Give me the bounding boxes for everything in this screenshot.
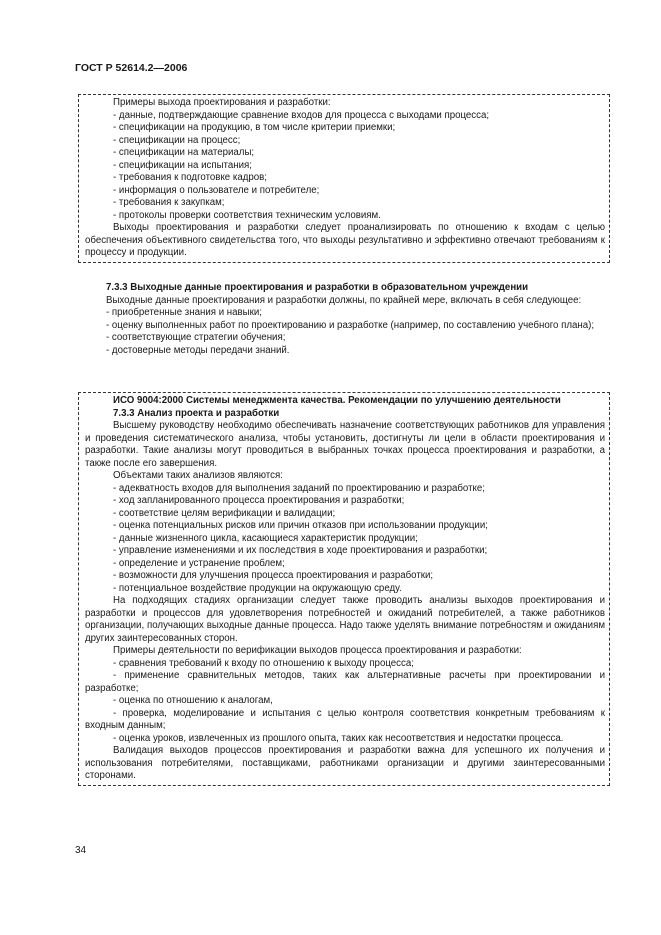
- section-item: - приобретенные знания и навыки;: [106, 307, 262, 318]
- box2-item: - управление изменениями и их последствия в ходе проектирования и разработки;: [113, 545, 488, 556]
- document-header: ГОСТ Р 52614.2—2006: [75, 62, 188, 74]
- box1-item: - спецификации на процесс;: [113, 134, 241, 146]
- box2-lead: Объектами таких анализов являются:: [113, 470, 283, 481]
- section-item: - соответствующие стратегии обучения;: [106, 332, 286, 343]
- box1-item: - данные, подтверждающие сравнение входов для процесса с выходами процесса;: [113, 109, 490, 121]
- box2-paragraph: На подходящих стадиях организации следует также проводить анализы выходов проектирования и разработки и процессов для удовлетворения потребностей и ожиданий потребителей, а также работников организации, получающих выходные данные процесса. Надо также уделять внимание потребностям и ожиданиям других заинтересованных сторон.: [85, 595, 605, 644]
- section-item: - достоверные методы передачи знаний.: [106, 344, 290, 356]
- box2-paragraph: Высшему руководству необходимо обеспечивать назначение соответствующих работников для управления и проведения систематического анализа, чтобы установить, достигнуты ли цели в области проектирования и разработки. Такие анализы могут проводиться в выбранных точках процесса проектирования и разработки, а также после его завершения.: [85, 420, 605, 469]
- box1-item: - протоколы проверки соответствия техническим условиям.: [113, 209, 381, 221]
- box1-item: - спецификации на испытания;: [113, 159, 252, 171]
- box1-paragraph: Выходы проектирования и разработки следует проанализировать по отношению к входам с целью обеспечения объективного свидетельства того, что выходы результативно и эффективно отвечают требованиям к процессу и продукции.: [85, 222, 605, 258]
- box2-item: - данные жизненного цикла, касающиеся характеристик продукции;: [113, 532, 418, 544]
- box2-verification-item: - оценка уроков, извлеченных из прошлого опыта, таких как несоответствия и недостатки процесса.: [113, 732, 564, 744]
- box2-subheading: 7.3.3 Анализ проекта и разработки: [113, 407, 280, 419]
- section-lead: Выходные данные проектирования и разработки должны, по крайней мере, включать в себя следующее:: [106, 294, 582, 306]
- box2-verification-item: - проверка, моделирование и испытания с целью контроля соответствия конкретным требованиям к входным данным;: [85, 707, 605, 731]
- page-number: 34: [75, 845, 87, 856]
- box2-item: - потенциальное воздействие продукции на окружающую среду.: [113, 582, 402, 594]
- box2-verification-item: - сравнения требований к входу по отношению к выходу процесса;: [113, 657, 414, 669]
- quoted-standard-box-2: [78, 392, 610, 786]
- section-item: - оценку выполненных работ по проектированию и разработке (например, по составлению учебного плана);: [106, 319, 595, 331]
- section-7-3-3: [78, 282, 610, 357]
- box2-paragraph: Валидация выходов процессов проектирования и разработки важна для успешного их получения и использования потребителями, поставщиками, работниками организации и другими заинтересованными сторонами.: [85, 745, 605, 781]
- box1-item: - спецификации на продукцию, в том числе критерии приемки;: [113, 122, 396, 133]
- box2-verification-item: - применение сравнительных методов, таких как альтернативные расчеты при проектировании и разработке;: [85, 670, 605, 694]
- box2-item: - соответствие целям верификации и валидации;: [113, 507, 336, 519]
- box1-item: - требования к подготовке кадров;: [113, 172, 267, 183]
- box2-item: - адекватность входов для выполнения заданий по проектированию и разработке;: [113, 482, 485, 494]
- box2-item: - определение и устранение проблем;: [113, 557, 285, 569]
- box2-verification-item: - оценка по отношению к аналогам,: [113, 695, 273, 706]
- quoted-standard-box-1: [78, 94, 610, 263]
- box2-item: - ход запланированного процесса проектирования и разработки;: [113, 495, 405, 506]
- box2-title: ИСО 9004:2000 Системы менеджмента качества. Рекомендации по улучшению деятельности: [113, 395, 561, 406]
- box1-lead: Примеры выхода проектирования и разработки:: [113, 97, 331, 108]
- box2-item: - возможности для улучшения процесса проектирования и разработки;: [113, 570, 434, 581]
- box2-lead: Примеры деятельности по верификации выходов процесса проектирования и разработки:: [113, 645, 522, 656]
- box1-item: - требования к закупкам;: [113, 197, 225, 208]
- box1-item: - спецификации на материалы;: [113, 147, 255, 158]
- box2-item: - оценка потенциальных рисков или причин отказов при использовании продукции;: [113, 520, 488, 531]
- section-heading: 7.3.3 Выходные данные проектирования и разработки в образовательном учреждении: [106, 282, 529, 293]
- box1-item: - информация о пользователе и потребителе;: [113, 184, 320, 196]
